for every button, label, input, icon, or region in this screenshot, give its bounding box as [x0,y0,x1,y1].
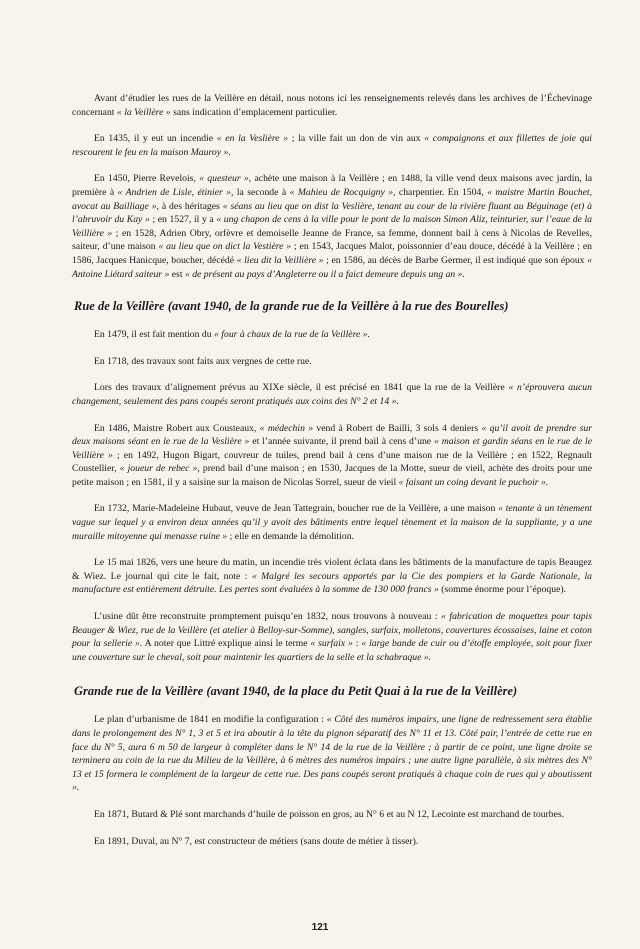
paragraph-1841-urbanisme [72,713,592,795]
italic-quote: « n’éprouvera aucun changement, seulement des pans coupés seront pratiqués aux coins des N° 2 et 14 ». [72,382,592,407]
text-run: ; en 1527, il y a [149,214,217,226]
paragraph-1435 [72,132,592,159]
text-run: Lors des travaux d’alignement prévus au XIXe siècle, il est précisé en 1841 que la rue de la Veillère [94,382,509,394]
paragraph-alignement [72,381,592,408]
text-run: En 1450, Pierre Revelois, [94,173,200,185]
text-run: sans indication d’emplacement particulier. [170,106,338,118]
italic-quote: « Côté des numéros impairs, une ligne de redressement sera établie dans le prolongement des N° 1, 3 et 5 et ira aboutir à la tête du pignon séparatif des N° 11 et 13. Côté pair, l’entrée de cette rue en face du N° 5, aura 6 m 50 de largeur à compléter dans le N° 14 de la rue de la Veillère ; à partir de ce point, une ligne droite se terminera au coin de la rue du Milieu de la Veillère, à 6 mètres des numéros impairs ; une autre ligne parallèle, à six mètres des N° 13 et 15 formera le complément de la largeur de cette rue. Des pans coupés seront pratiqués à chaque coin de rues qui y aboutissent ». [72,714,592,794]
text-run: et l’année suivante, il prend bail à cens d’une [249,436,434,448]
italic-quote: « large bande de cuir ou d’étoffe employée, soit pour fixer une couverture sur le cheval, soit pour maintenir les quartiers de la selle et la schabraque ». [72,638,592,663]
text-run: ; en 1543, Jacques Malot, poissonnier d’eau douce, décédé à la Veillère ; en 1586, Jacques Hanicque, boucher, décédé [72,241,592,266]
italic-quote: « maistre Martin Bouchet, avocat au Bailliage » [72,186,593,212]
text-run: Avant d’étudier les rues de la Veillère en détail, nous notons ici les renseignements relevés dans les archives de l’Échevinage concernant [72,93,592,118]
paragraph-1479 [72,328,592,342]
text-run: ; en 1586, au décès de Barbe Germer, il est indiqué que son époux [323,254,588,266]
text-run: : [352,638,362,650]
italic-quote: « surfaix » [310,638,353,650]
text-run: ; la ville fait un don de vin aux [288,133,425,145]
paragraph-1832 [72,610,592,664]
text-run: Le 15 mai 1826, vers une heure du matin, un incendie très violent éclata dans les bâtiments de la manufacture de tapis Beaugez & Wiez. Le journal qui cite le fait, note : [72,557,592,582]
text-run: En 1891, Duval, au N° 7, est constructeur de métiers (sans doute de métier à tisser). [94,835,419,847]
paragraph-1826 [72,556,592,597]
text-run: Le plan d’urbanisme de 1841 en modifie la configuration : [94,714,327,726]
text-run: ; en 1528, Adrien Obry, orfèvre et demoiselle Jeanne de France, sa femme, donnent bail à cens à Nicolas de Revelles, saiteur, d’une maison [72,227,592,253]
italic-quote: « ung chapon de cens à la ville pour le pont de la maison Simon Aliz, teinturier, sur l’eaue de la Veillière » [72,214,592,239]
italic-quote: « Mahieu de Rocquigny » [289,186,394,198]
text-run: En 1871, Butard & Plé sont marchands d’huile de poisson en gros, au N° 6 et au N 12, Lecointe est marchand de tourbes. [94,808,565,820]
italic-quote: « au lieu que on dict la Vestière » [158,241,292,253]
italic-quote: « Andrien de Lisle, étinier » [117,186,232,198]
section-heading-rue-de-la-veillere: Rue de la Veillère (avant 1940, de la grande rue de la Veillère à la rue des Bourelles) [74,299,509,314]
italic-quote: « maison et gardin séans en le rue de le Veillière » [72,436,593,461]
italic-quote: « tenante à un tènement vague sur lequel y a environ deux années qu’il y avoit des bâtiments entre lequel tènement et la maison de la suppliante, y a une muraille mitoyenne qui menasse ruine » [72,503,592,542]
italic-quote: « fabrication de moquettes pour tapis Beauger & Wiez, rue de la Veillère (et atelier à Belloy-sur-Somme), sangles, surfaix, molletons, couvertures écossaises, laine et coton pour la sellerie ». [72,611,593,650]
italic-quote: « questeur » [199,173,249,185]
italic-quote: « joueur de rebec » [119,463,198,475]
italic-quote: « en la Veslière » [216,133,289,145]
text-run: , à des héritages [156,200,223,212]
italic-quote: « compaignons et aux fillettes de joie qui rescourent le feu en la maison Mauroy ». [72,133,592,158]
paragraph-echevinage [72,92,592,119]
text-run: , charpentier. En 1504, [393,186,488,198]
text-run: En 1732, Marie-Madeleine Hubaut, veuve de Jean Tattegrain, boucher rue de la Veillère, a une maison [94,503,499,515]
italic-quote: « qu’il avoit de prendre sur deux maisons séant en le rue de la Veslière » [72,422,593,448]
text-run: ; en 1492, Hugon Bigart, couvreur de tuiles, prend bail à cens d’une maison rue de la Veillère ; en 1522, Regnault Coustellier, [72,449,592,475]
text-run: En 1435, il y eut un incendie [94,133,217,145]
paragraph-1732 [72,502,592,543]
italic-quote: « lieu dit la Veillière » [236,254,324,266]
text-run: (somme énorme pour l’époque). [438,584,567,596]
italic-quote: « la Veillère » [116,106,171,118]
section-heading-grande-rue: Grande rue de la Veillère (avant 1940, de la place du Petit Quai à la rue de la Veillère) [74,684,518,699]
text-run: ; elle en demande la démolition. [227,530,354,542]
paragraph-1891 [72,835,592,849]
text-run: En 1718, des travaux sont faits aux vergnes de cette rue. [94,355,312,367]
text-run: , la seconde à [231,186,290,198]
text-run: vend à Robert de Bailli, 3 sols 4 deniers [313,422,482,434]
italic-quote: « de présent au pays d’Angleterre ou il a faict demeure depuis ung an ». [184,268,465,280]
italic-quote: « four à chaux de la rue de la Veillère ». [214,329,370,341]
text-run: est [169,268,185,280]
italic-quote: « faisant un coing devant le puchoir ». [398,476,549,488]
italic-quote: « médechin » [259,422,314,434]
text-run: A noter que Littré explique ainsi le terme [142,638,311,650]
paragraph-1718 [72,355,592,369]
text-run: , prend bail d’une maison ; en 1530, Jacques de la Motte, sueur de vieil, achète des droits pour une petite maison ; en 1581, il y a saisine sur la maison de Nicolas Sorrel, sueur de vieil [72,463,593,488]
text-run: , achète une maison à la Veillère ; en 1488, la ville vend deux maisons avec jardin, la première à [72,173,592,198]
text-run: En 1479, il est fait mention du [94,329,215,341]
paragraph-1486 [72,422,592,490]
paragraph-1450 [72,172,592,281]
text-run: L’usine dût être reconstruite promptement puisqu’en 1832, nous trouvons à nouveau : [94,611,442,623]
page-number: 121 [311,922,329,933]
text-run: En 1486, Maistre Robert aux Cousteaux, [94,422,260,434]
italic-quote: « Antoine Liétard saiteur » [72,254,592,280]
italic-quote: « Malgré les secours apportés par la Cie des pompiers et la Garde Nationale, la manufacture est entièrement détruite. Les pertes sont évaluées à la somme de 130 000 francs » [72,570,592,596]
italic-quote: « séans au lieu que on dist la Veslière, tenant au cour de la rivière fluant au Béguinage (et) à l’abruvoir du Kay » [72,200,592,226]
paragraph-1871 [72,808,592,822]
